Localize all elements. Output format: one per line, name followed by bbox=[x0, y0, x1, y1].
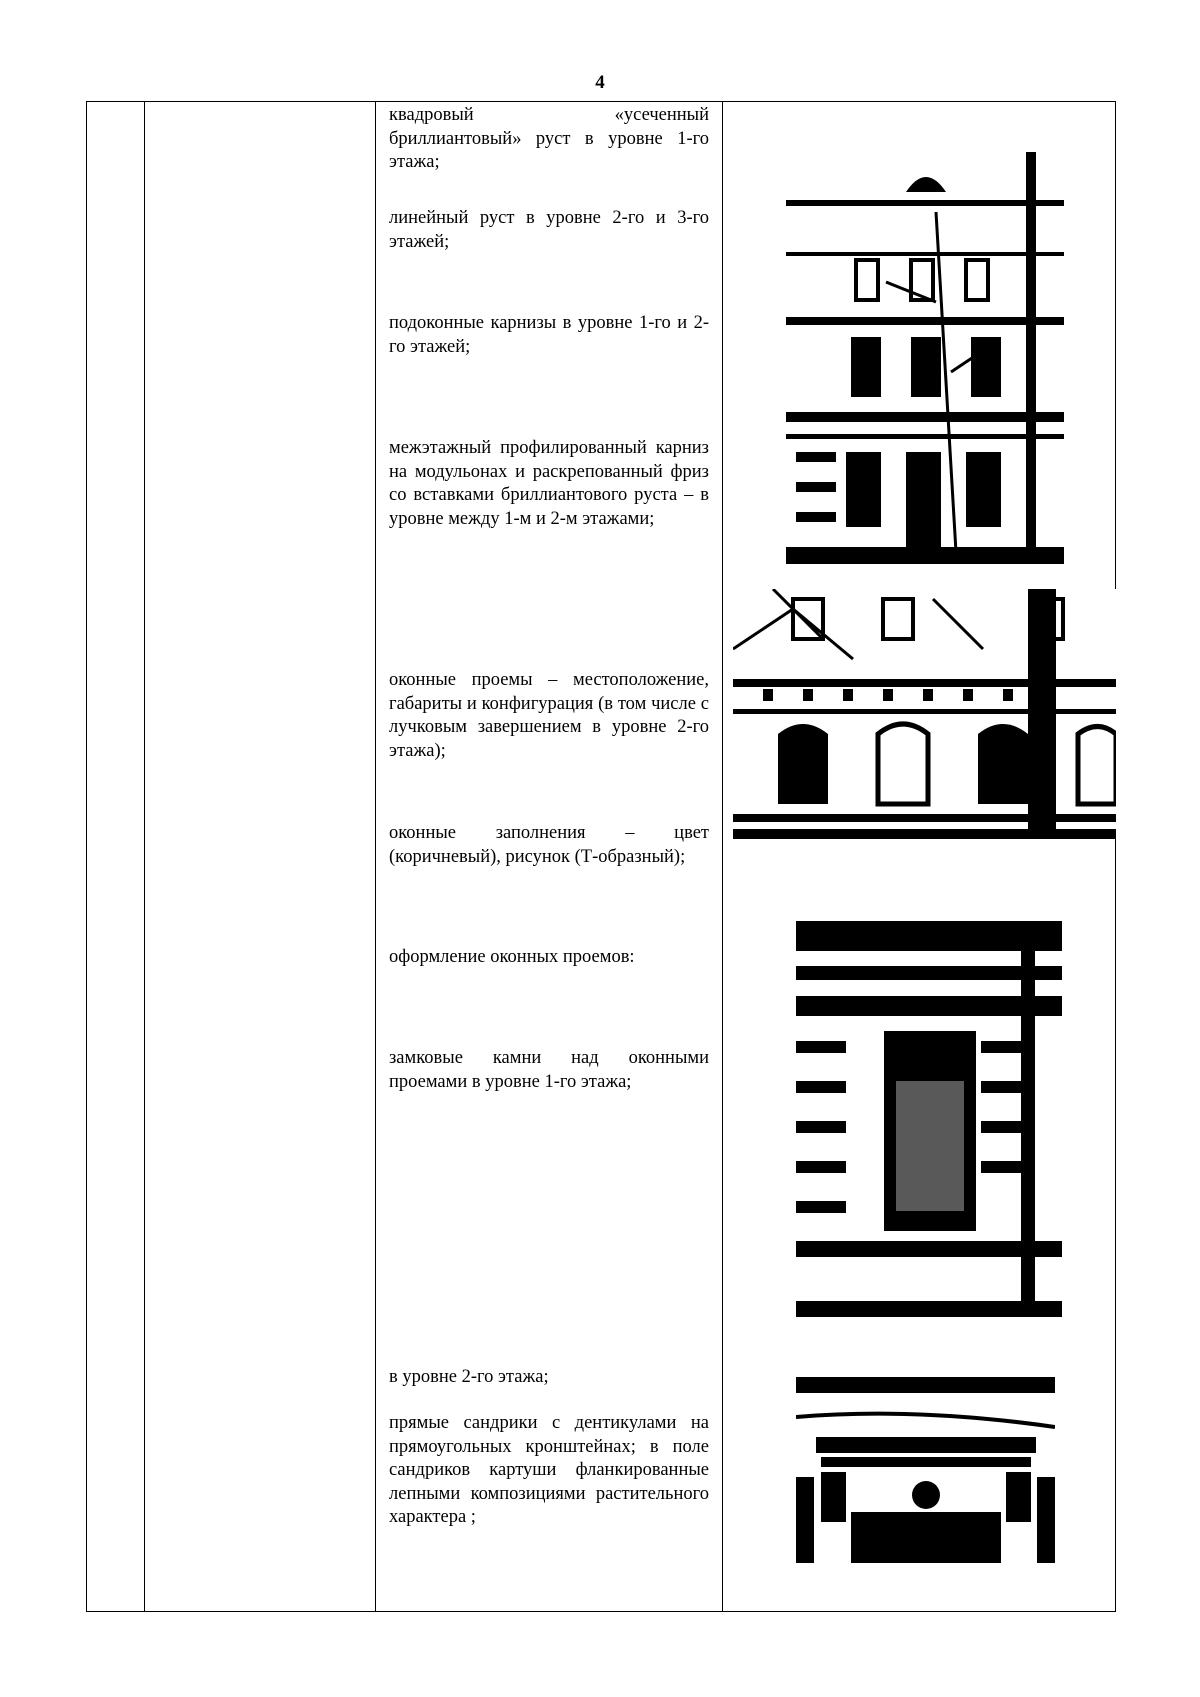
object-table bbox=[86, 101, 1116, 1612]
number-cell bbox=[87, 102, 145, 1612]
table-row bbox=[87, 102, 1116, 1612]
item-second-floor: в уровне 2-го этажа; bbox=[389, 1367, 549, 1387]
description-cell bbox=[376, 102, 723, 1612]
window-detail-photo bbox=[796, 921, 1062, 1317]
item-keystones: замковые камни над оконными проемами в уровне 1-го этажа; bbox=[389, 1048, 709, 1092]
item-window-fillings: оконные заполнения – цвет (коричневый), рисунок (Т-образный); bbox=[389, 823, 709, 867]
page-number: 4 bbox=[595, 72, 605, 93]
name-cell bbox=[145, 102, 376, 1612]
item-sill-cornices: подоконные карнизы в уровне 1-го и 2-го этажей; bbox=[389, 313, 709, 357]
item-sandriks: прямые сандрики с дентикулами на прямоугольных кронштейнах; в поле сандриков картуши фланкированные лепными композициями растительного характера ; bbox=[389, 1413, 709, 1528]
item-rust-first-floor: квадровый «усеченный бриллиантовый» руст в уровне 1-го этажа; bbox=[389, 105, 709, 173]
item-rust-upper-floors: линейный руст в уровне 2-го и 3-го этажей; bbox=[389, 208, 709, 252]
window-row-photo bbox=[733, 589, 1116, 839]
sandrik-detail-photo bbox=[796, 1377, 1055, 1563]
item-window-decoration: оформление оконных проемов: bbox=[389, 947, 635, 967]
facade-photo bbox=[786, 152, 1064, 564]
item-interfloor-cornice: межэтажный профилированный карниз на модульонах и раскрепованный фриз со вставками бриллиантового руста – в уровне между 1-м и 2-м этажами; bbox=[389, 438, 709, 529]
photo-cell bbox=[723, 102, 1116, 1612]
item-window-openings: оконные проемы – местоположение, габариты и конфигурация (в том числе с лучковым завершением в уровне 2-го этажа); bbox=[389, 670, 709, 761]
